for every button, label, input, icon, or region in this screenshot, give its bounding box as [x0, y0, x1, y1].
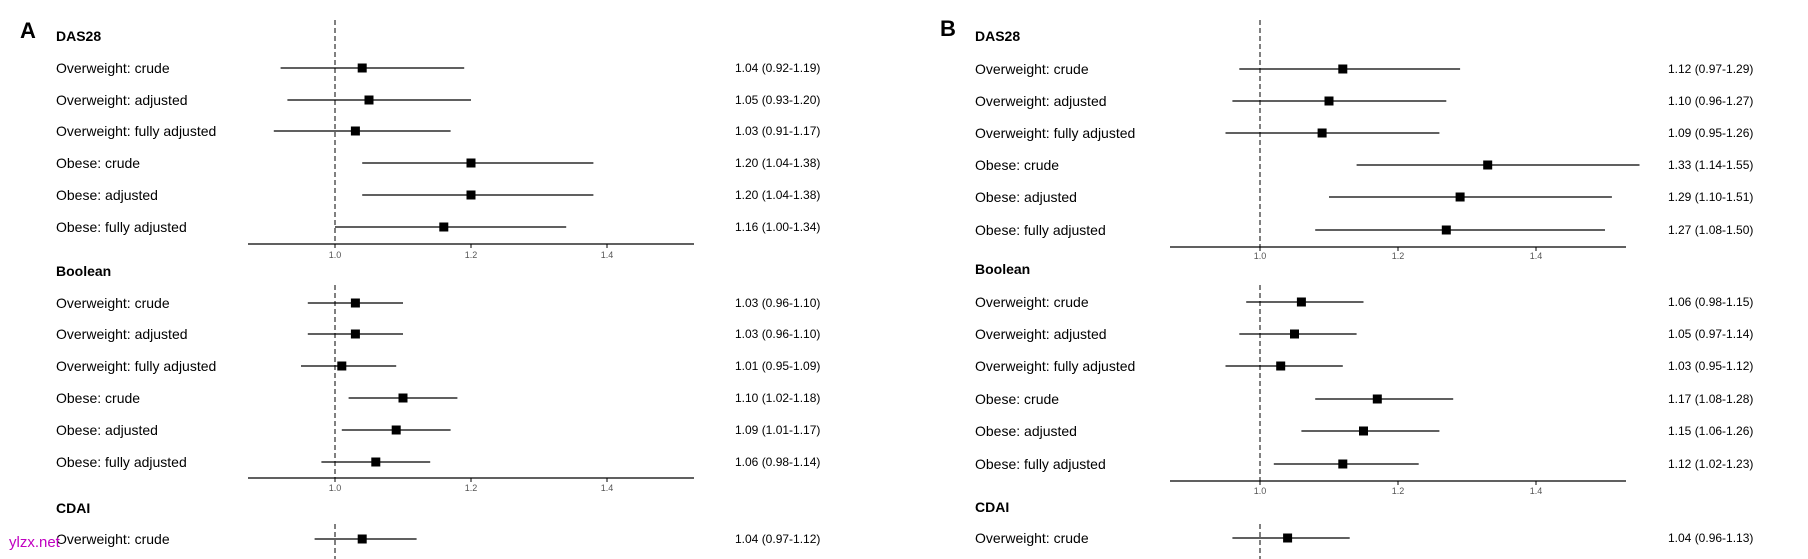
point-estimate	[467, 159, 476, 168]
point-estimate	[1318, 129, 1327, 138]
point-estimate	[1456, 193, 1465, 202]
estimate-text: 1.33 (1.14-1.55)	[1668, 158, 1754, 172]
estimate-text: 1.29 (1.10-1.51)	[1668, 190, 1754, 204]
section-title: DAS28	[975, 28, 1021, 44]
row-label: Overweight: crude	[975, 530, 1089, 546]
point-estimate	[439, 223, 448, 232]
estimate-text: 1.16 (1.00-1.34)	[735, 220, 821, 234]
row-label: Obese: fully adjusted	[56, 454, 187, 470]
estimate-text: 1.04 (0.92-1.19)	[735, 61, 821, 75]
point-estimate	[358, 535, 367, 544]
tick-label: 1.0	[328, 250, 342, 260]
point-estimate	[351, 330, 360, 339]
section-title: CDAI	[975, 499, 1010, 515]
estimate-text: 1.10 (0.96-1.27)	[1668, 94, 1754, 108]
row-label: Overweight: crude	[56, 295, 170, 311]
point-estimate	[392, 426, 401, 435]
point-estimate	[1338, 65, 1347, 74]
section-title: Boolean	[56, 263, 112, 279]
point-estimate	[467, 191, 476, 200]
panel-label: A	[20, 18, 36, 43]
estimate-text: 1.10 (1.02-1.18)	[735, 391, 821, 405]
point-estimate	[1442, 226, 1451, 235]
point-estimate	[399, 394, 408, 403]
point-estimate	[1290, 330, 1299, 339]
point-estimate	[1325, 97, 1334, 106]
estimate-text: 1.12 (1.02-1.23)	[1668, 457, 1754, 471]
point-estimate	[1297, 298, 1306, 307]
row-label: Obese: crude	[975, 391, 1060, 407]
point-estimate	[358, 64, 367, 73]
estimate-text: 1.09 (0.95-1.26)	[1668, 126, 1754, 140]
tick-label: 1.0	[1253, 486, 1267, 496]
row-label: Obese: adjusted	[975, 423, 1077, 439]
row-label: Overweight: crude	[975, 294, 1089, 310]
estimate-text: 1.17 (1.08-1.28)	[1668, 392, 1754, 406]
row-label: Overweight: fully adjusted	[56, 358, 217, 374]
watermark: ylzx.net	[9, 534, 60, 551]
row-label: Obese: fully adjusted	[975, 222, 1106, 238]
row-label: Overweight: fully adjusted	[975, 125, 1136, 141]
row-label: Obese: adjusted	[56, 422, 158, 438]
tick-label: 1.0	[1253, 251, 1267, 261]
estimate-text: 1.15 (1.06-1.26)	[1668, 424, 1754, 438]
point-estimate	[351, 299, 360, 308]
estimate-text: 1.05 (0.93-1.20)	[735, 93, 821, 107]
row-label: Overweight: crude	[56, 531, 170, 547]
row-label: Obese: adjusted	[975, 189, 1077, 205]
estimate-text: 1.04 (0.96-1.13)	[1668, 531, 1754, 545]
row-label: Overweight: fully adjusted	[975, 358, 1136, 374]
tick-label: 1.0	[328, 483, 342, 493]
point-estimate	[351, 127, 360, 136]
row-label: Overweight: adjusted	[56, 326, 188, 342]
row-label: Overweight: adjusted	[56, 92, 188, 108]
point-estimate	[1276, 362, 1285, 371]
estimate-text: 1.12 (0.97-1.29)	[1668, 62, 1754, 76]
point-estimate	[1338, 460, 1347, 469]
row-label: Overweight: crude	[975, 61, 1089, 77]
point-estimate	[371, 458, 380, 467]
estimate-text: 1.03 (0.95-1.12)	[1668, 359, 1754, 373]
tick-label: 1.2	[1391, 486, 1405, 496]
section-title: CDAI	[56, 500, 91, 516]
estimate-text: 1.05 (0.97-1.14)	[1668, 327, 1754, 341]
tick-label: 1.2	[464, 250, 478, 260]
estimate-text: 1.03 (0.96-1.10)	[735, 327, 821, 341]
row-label: Obese: crude	[975, 157, 1060, 173]
point-estimate	[1483, 161, 1492, 170]
estimate-text: 1.03 (0.91-1.17)	[735, 124, 821, 138]
estimate-text: 1.20 (1.04-1.38)	[735, 156, 821, 170]
tick-label: 1.2	[464, 483, 478, 493]
point-estimate	[1283, 534, 1292, 543]
point-estimate	[1373, 395, 1382, 404]
estimate-text: 1.27 (1.08-1.50)	[1668, 223, 1754, 237]
row-label: Obese: fully adjusted	[56, 219, 187, 235]
row-label: Overweight: adjusted	[975, 326, 1107, 342]
tick-label: 1.4	[600, 250, 614, 260]
row-label: Obese: crude	[56, 155, 141, 171]
estimate-text: 1.06 (0.98-1.15)	[1668, 295, 1754, 309]
estimate-text: 1.06 (0.98-1.14)	[735, 455, 821, 469]
row-label: Overweight: adjusted	[975, 93, 1107, 109]
estimate-text: 1.09 (1.01-1.17)	[735, 423, 821, 437]
section-title: DAS28	[56, 28, 102, 44]
tick-label: 1.4	[1529, 486, 1543, 496]
section-title: Boolean	[975, 261, 1031, 277]
estimate-text: 1.20 (1.04-1.38)	[735, 188, 821, 202]
panel-label: B	[940, 16, 956, 41]
estimate-text: 1.03 (0.96-1.10)	[735, 296, 821, 310]
row-label: Overweight: fully adjusted	[56, 123, 217, 139]
point-estimate	[365, 96, 374, 105]
row-label: Overweight: crude	[56, 60, 170, 76]
estimate-text: 1.04 (0.97-1.12)	[735, 532, 821, 546]
point-estimate	[1359, 427, 1368, 436]
row-label: Obese: crude	[56, 390, 141, 406]
row-label: Obese: fully adjusted	[975, 456, 1106, 472]
point-estimate	[337, 362, 346, 371]
tick-label: 1.2	[1391, 251, 1405, 261]
tick-label: 1.4	[1529, 251, 1543, 261]
tick-label: 1.4	[600, 483, 614, 493]
estimate-text: 1.01 (0.95-1.09)	[735, 359, 821, 373]
row-label: Obese: adjusted	[56, 187, 158, 203]
